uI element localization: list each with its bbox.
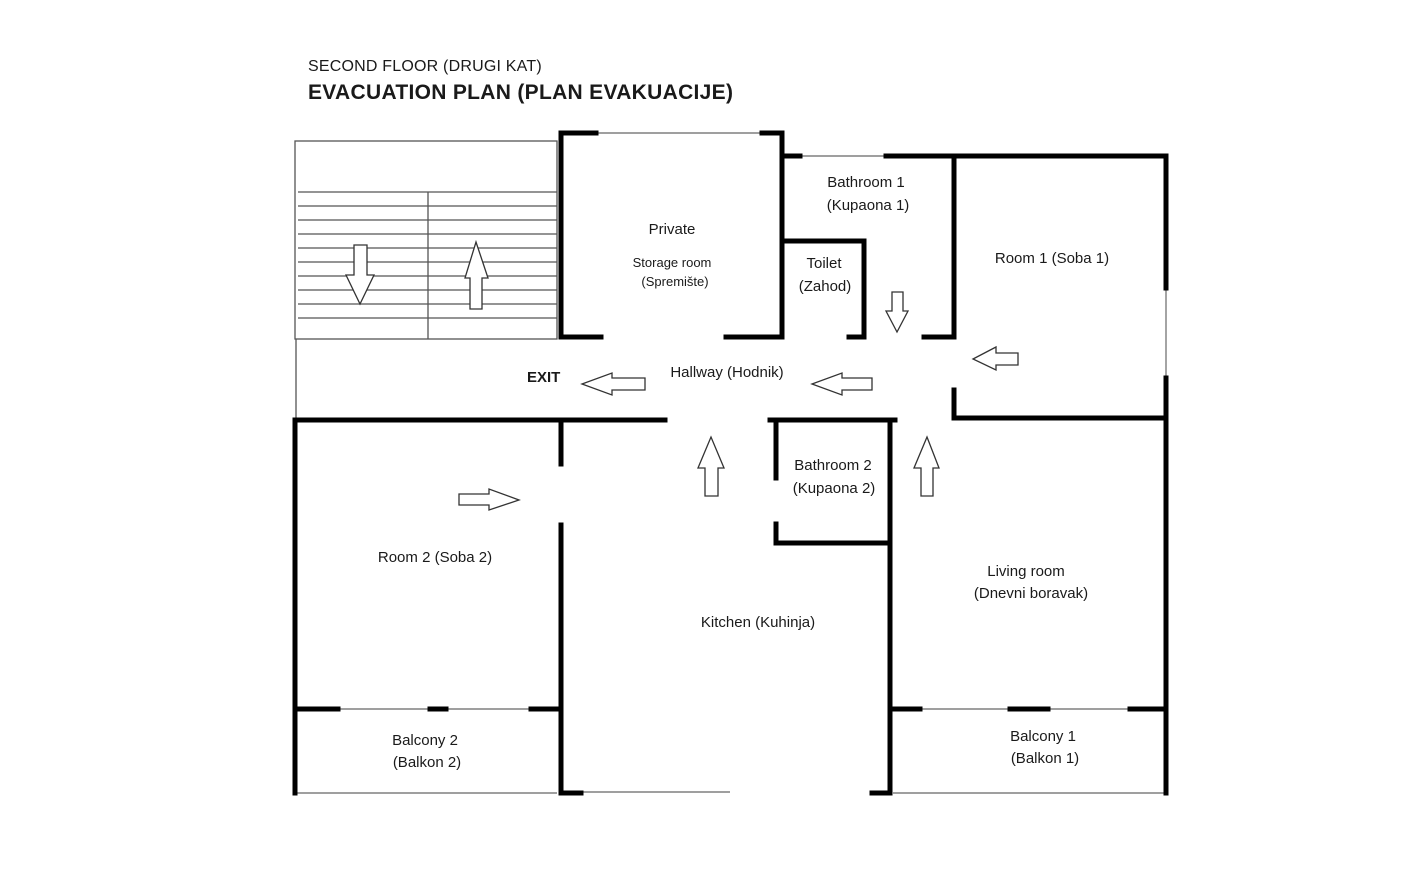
balcony2-label: Balcony 2 xyxy=(392,732,458,749)
staircase xyxy=(295,141,557,418)
floor-subtitle: SECOND FLOOR (DRUGI KAT) xyxy=(308,58,542,75)
bathroom1-local-label: (Kupaona 1) xyxy=(826,197,910,214)
bathroom1-label: Bathroom 1 xyxy=(827,174,905,191)
kitchen-label: Kitchen (Kuhinja) xyxy=(700,614,816,631)
thin-lines xyxy=(295,133,1166,793)
room1-label: Room 1 (Soba 1) xyxy=(994,250,1110,267)
living-up-arrow xyxy=(914,437,939,496)
living-room-local-label: (Dnevni boravak) xyxy=(973,585,1089,602)
toilet-label: Toilet xyxy=(806,255,842,272)
storage-room-label: Storage room xyxy=(632,255,712,270)
room1-left-arrow xyxy=(973,347,1018,370)
walls xyxy=(295,133,1166,793)
storage-room-local-label: (Spremište) xyxy=(641,274,709,289)
bathroom2-label: Bathroom 2 xyxy=(794,457,872,474)
exit-label: EXIT xyxy=(527,369,561,386)
plan-title: EVACUATION PLAN (PLAN EVAKUACIJE) xyxy=(308,81,734,104)
private-room-label: Private xyxy=(648,221,696,238)
balcony1-label: Balcony 1 xyxy=(1010,728,1076,745)
exit-arrow xyxy=(582,373,645,395)
toilet-down-arrow xyxy=(886,292,908,332)
hallway-left-arrow xyxy=(812,373,872,395)
stairs-down-arrow xyxy=(346,245,374,304)
toilet-local-label: (Zahod) xyxy=(798,278,852,295)
hallway-label: Hallway (Hodnik) xyxy=(670,364,784,381)
kitchen-up-arrow xyxy=(698,437,724,496)
stairs-up-arrow xyxy=(465,242,488,309)
bathroom2-local-label: (Kupaona 2) xyxy=(792,480,876,497)
balcony2-local-label: (Balkon 2) xyxy=(392,754,462,771)
room2-label: Room 2 (Soba 2) xyxy=(377,549,493,566)
room2-right-arrow xyxy=(459,489,519,510)
living-room-label: Living room xyxy=(987,563,1065,580)
balcony1-local-label: (Balkon 1) xyxy=(1010,750,1080,767)
